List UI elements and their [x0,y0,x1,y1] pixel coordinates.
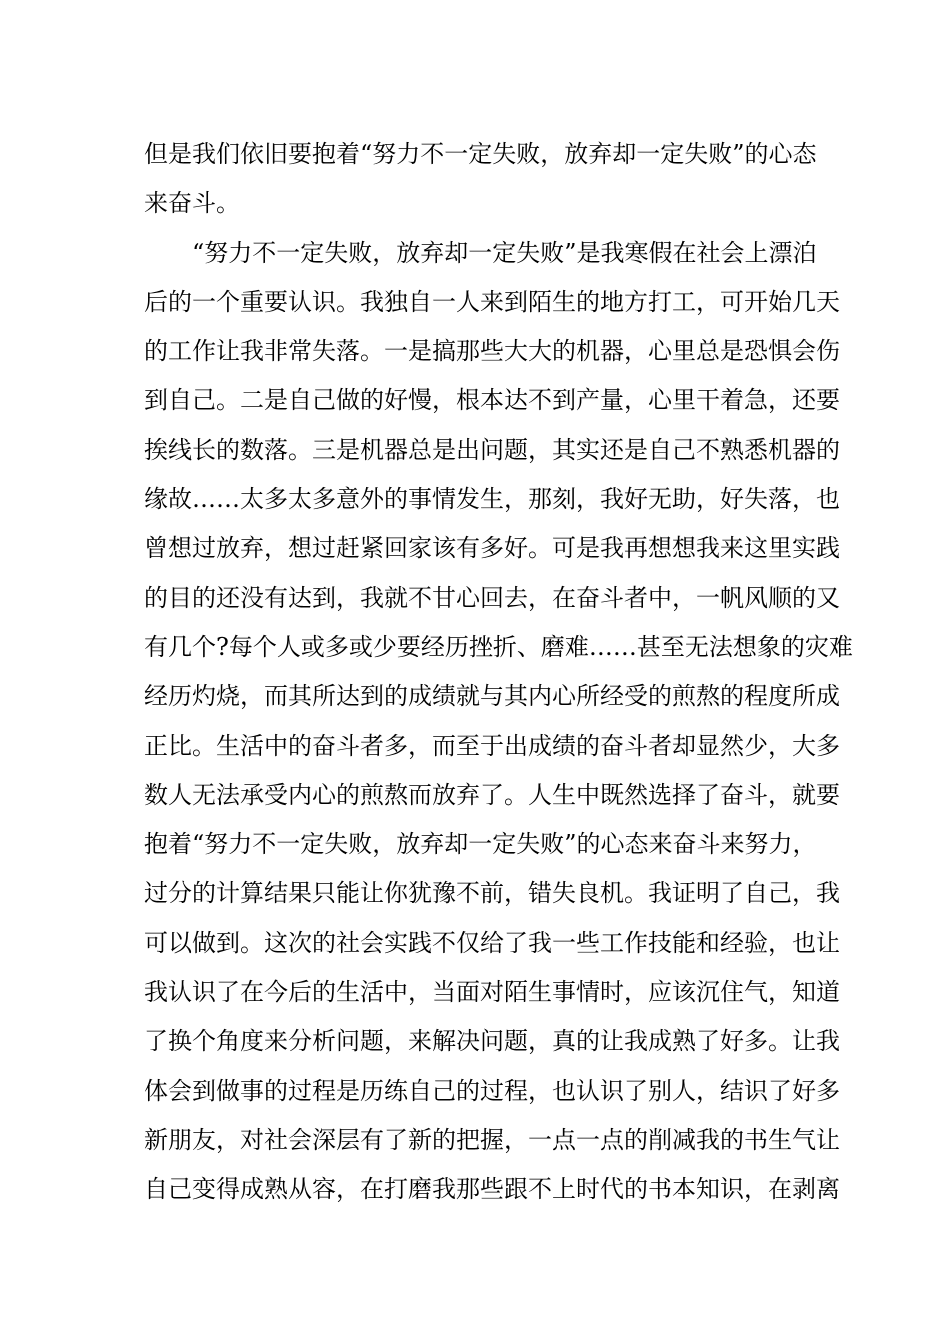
text-line: 的工作让我非常失落。一是搞那些大大的机器，心里总是恐惧会伤 [144,337,840,366]
text-line: 到自己。二是自己做的好慢，根本达不到产量，心里干着急，还要 [144,386,840,415]
paragraph-first-line: “努力不一定失败，放弃却一定失败”是我寒假在社会上漂泊 [192,238,817,267]
text-line: 可以做到。这次的社会实践不仅给了我一些工作技能和经验，也让 [144,928,840,957]
text-line: 后的一个重要认识。我独自一人来到陌生的地方打工，可开始几天 [144,287,840,316]
text-line: 自己变得成熟从容，在打磨我那些跟不上时代的书本知识，在剥离 [144,1175,840,1204]
text-line: 过分的计算结果只能让你犹豫不前，错失良机。我证明了自己，我 [144,879,840,908]
text-line: 但是我们依旧要抱着“努力不一定失败，放弃却一定失败”的心态 [144,140,817,168]
text-line: 数人无法承受内心的煎熬而放弃了。人生中既然选择了奋斗，就要 [144,780,840,809]
text-line: 来奋斗。 [144,189,240,218]
text-line: 曾想过放弃，想过赶紧回家该有多好。可是我再想想我来这里实践 [144,534,840,563]
text-line: 我认识了在今后的生活中，当面对陌生事情时，应该沉住气，知道 [144,978,840,1007]
text-line: 有几个?每个人或多或少要经历挫折、磨难……甚至无法想象的灾难 [144,632,853,661]
text-line: 体会到做事的过程是历练自己的过程，也认识了别人，结识了好多 [144,1076,840,1105]
text-line: 缘故……太多太多意外的事情发生，那刻，我好无助，好失落，也 [144,485,840,514]
text-line: 挨线长的数落。三是机器总是出问题，其实还是自己不熟悉机器的 [144,435,840,464]
text-line: 新朋友，对社会深层有了新的把握，一点一点的削减我的书生气让 [144,1125,840,1154]
body-text [144,130,853,1215]
text-line: 正比。生活中的奋斗者多，而至于出成绩的奋斗者却显然少，大多 [144,731,840,760]
text-line: 了换个角度来分析问题，来解决问题，真的让我成熟了好多。让我 [144,1027,840,1056]
text-line: 的目的还没有达到，我就不甘心回去，在奋斗者中，一帆风顺的又 [144,583,840,612]
text-line: 经历灼烧，而其所达到的成绩就与其内心所经受的煎熬的程度所成 [144,682,840,711]
text-line: 抱着“努力不一定失败，放弃却一定失败”的心态来奋斗来努力， [144,830,817,859]
